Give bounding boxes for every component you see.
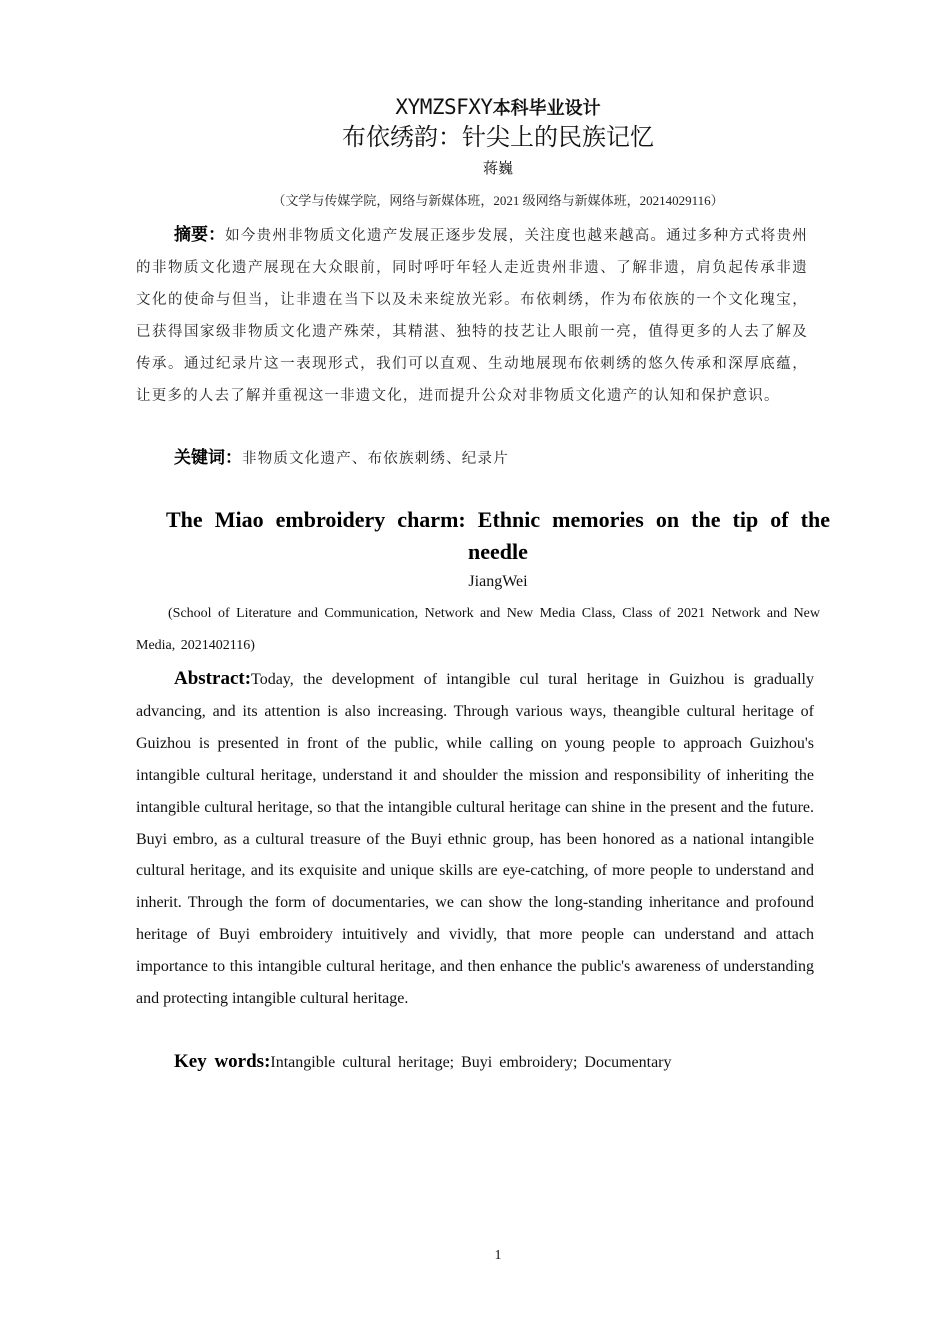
thesis-header [0, 94, 950, 122]
chinese-abstract-text: 如今贵州非物质文化遗产发展正逐步发展，关注度也越来越高。通过多种方式将贵州的非物质文化遗产展现在大众眼前，同时呼吁年轻人走近贵州非遗、了解非遗，肩负起传承非遗文化的使命与但当，让非遗在当下以及未来绽放光彩。布依刺绣，作为布依族的一个文化瑰宝，已获得国家级非物质文化遗产殊荣，其精湛、独特的技艺让人眼前一亮，值得更多的人去了解及传承。通过纪录片这一表现形式，我们可以直观、生动地展现布依刺绣的悠久传承和深厚底蕴，让更多的人去了解并重视这一非遗文化，进而提升公众对非物质文化遗产的认知和保护意识。 [136, 228, 809, 404]
chinese-abstract-label: 摘要： [174, 225, 226, 245]
chinese-abstract [136, 219, 808, 412]
degree-label: 本科毕业设计 [492, 98, 601, 119]
chinese-keywords-text: 非物质文化遗产、布依族刺绣、纪录片 [242, 451, 509, 467]
chinese-keywords [174, 442, 509, 475]
chinese-keywords-label: 关键词： [174, 448, 242, 468]
english-abstract-text: Today, the development of intangible cul tural heritage in Guizhou is gradually advancing, and its attention is also increasing. Through various ways, theangible cultural heritage of Guizhou is presented in front of the public, while calling on young people to approach Guizhou's intangible cultural heritage, understand it and shoulder the mission and responsibility of inheriting the intangible cultural heritage, so that the intangible cultural heritage can shine in the present and the future. Buyi embro, as a cultural treasure of the Buyi ethnic group, has been honored as a national intangible cultural heritage, and its exquisite and unique skills are eye-catching, of more people to understand and inherit. Through the form of documentaries, we can show the long-standing inheritance and profound heritage of Buyi embroidery intuitively and vividly, that more people can understand and attach importance to this intangible cultural heritage, and then enhance the public's awareness of understanding and protecting intangible cultural heritage. [136, 671, 814, 1008]
chinese-affiliation: （文学与传媒学院，网络与新媒体班，2021 级网络与新媒体班，20214029116） [272, 193, 724, 208]
page-number: 1 [494, 1248, 502, 1263]
english-keywords-label: Key words: [174, 1051, 271, 1072]
english-abstract [136, 663, 814, 1015]
english-title-line2: needle [468, 539, 528, 564]
chinese-author: 蒋巍 [482, 161, 513, 177]
english-keywords-text: Intangible cultural heritage; Buyi embroidery; Documentary [270, 1054, 672, 1071]
english-title-line1: The Miao embroidery charm: Ethnic memories on the tip of the [166, 507, 830, 532]
school-code: XYMZSFXY [395, 95, 493, 119]
chinese-title: 布依绣韵：针尖上的民族记忆 [342, 123, 654, 151]
english-abstract-label: Abstract: [174, 668, 252, 689]
english-affiliation: (School of Literature and Communication, Network and New Media Class, Class of 2021 Network and New Media, 2021402116) [136, 606, 820, 653]
english-keywords [174, 1046, 672, 1079]
english-author: JiangWei [468, 573, 528, 590]
english-title [166, 504, 830, 568]
